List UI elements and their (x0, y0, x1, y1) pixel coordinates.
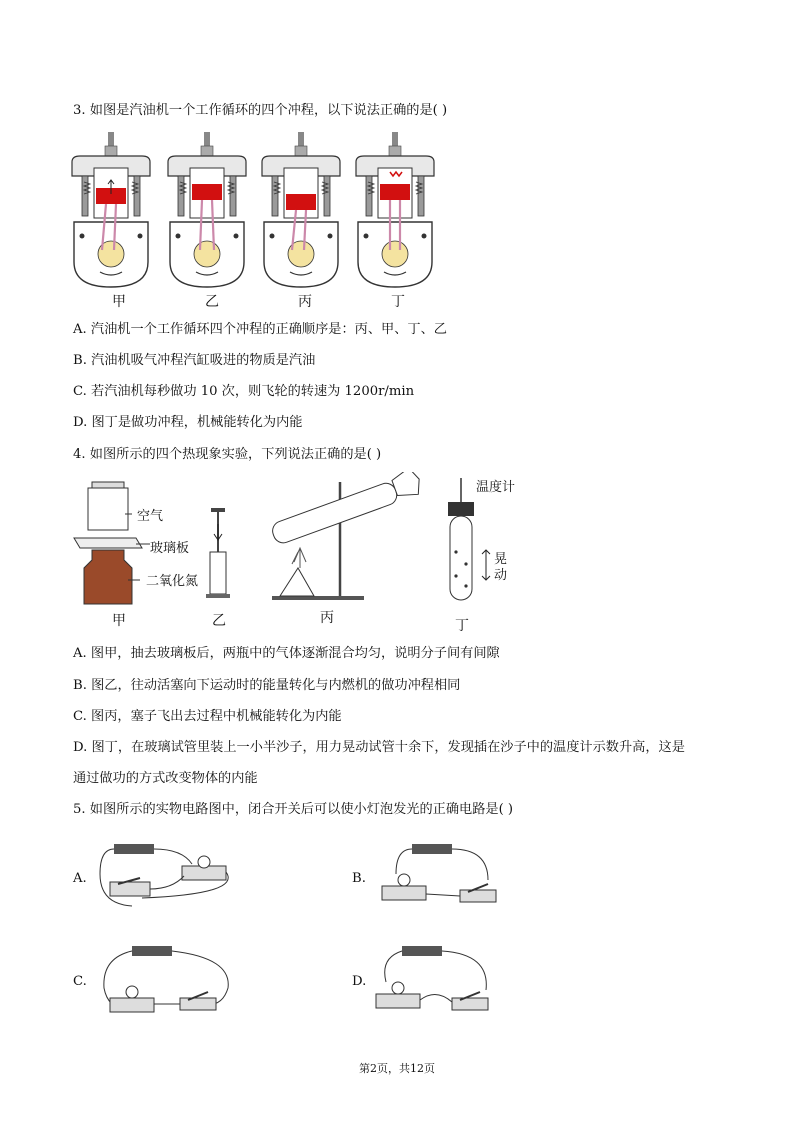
label-ding: 丁 (455, 618, 469, 634)
label-shake: 晃动 (494, 552, 508, 583)
caption-bing: 丙 (298, 294, 312, 310)
caption-ding: 丁 (391, 294, 405, 310)
label-air: 空气 (137, 509, 164, 524)
q3-option-b: B. 汽油机吸气冲程汽缸吸进的物质是汽油 (73, 353, 316, 368)
q4-option-a: A. 图甲，抽去玻璃板后，两瓶中的气体逐渐混合均匀，说明分子间有间隙 (73, 646, 500, 661)
circuit-b-figure (372, 834, 502, 914)
q3-option-a: A. 汽油机一个工作循环四个冲程的正确顺序是：丙、甲、丁、乙 (73, 322, 447, 337)
q3-option-d: D. 图丁是做功冲程，机械能转化为内能 (73, 415, 303, 430)
q3-stem: 3. 如图是汽油机一个工作循环的四个冲程，以下说法正确的是( ) (73, 103, 448, 118)
heat-experiments-figure (70, 472, 520, 632)
q4-option-d: D. 图丁，在玻璃试管里装上一小半沙子，用力晃动试管十余下，发现插在沙子中的温度计示数升高，这是 (73, 740, 685, 755)
q5-option-c-letter: C. (73, 974, 87, 989)
q5-option-d-letter: D. (352, 974, 367, 989)
q3-option-c: C. 若汽油机每秒做功 10 次，则飞轮的转速为 1200r/min (73, 384, 415, 399)
q4-option-c: C. 图丙，塞子飞出去过程中机械能转化为内能 (73, 709, 342, 724)
q5-stem: 5. 如图所示的实物电路图中，闭合开关后可以使小灯泡发光的正确电路是( ) (73, 802, 514, 817)
label-no2: 二氧化氮 (146, 574, 199, 589)
label-bing: 丙 (320, 610, 334, 626)
q5-option-b-letter: B. (352, 871, 366, 886)
engine-strokes-figure (70, 132, 450, 312)
q5-option-a-letter: A. (73, 871, 87, 886)
q4-stem: 4. 如图所示的四个热现象实验，下列说法正确的是( ) (73, 447, 382, 462)
q4-option-b: B. 图乙，往动活塞向下运动时的能量转化与内燃机的做功冲程相同 (73, 678, 461, 693)
caption-jia: 甲 (112, 294, 126, 310)
circuit-c-figure (92, 938, 242, 1022)
label-jia: 甲 (112, 613, 126, 629)
page-footer: 第2页，共12页 (359, 1062, 435, 1075)
label-glass-plate: 玻璃板 (150, 541, 190, 556)
label-thermometer: 温度计 (476, 480, 516, 495)
circuit-d-figure (372, 938, 502, 1022)
q4-option-d-cont: 通过做功的方式改变物体的内能 (73, 771, 258, 786)
label-yi: 乙 (212, 613, 226, 629)
caption-yi: 乙 (205, 294, 219, 310)
circuit-a-figure (92, 834, 242, 918)
